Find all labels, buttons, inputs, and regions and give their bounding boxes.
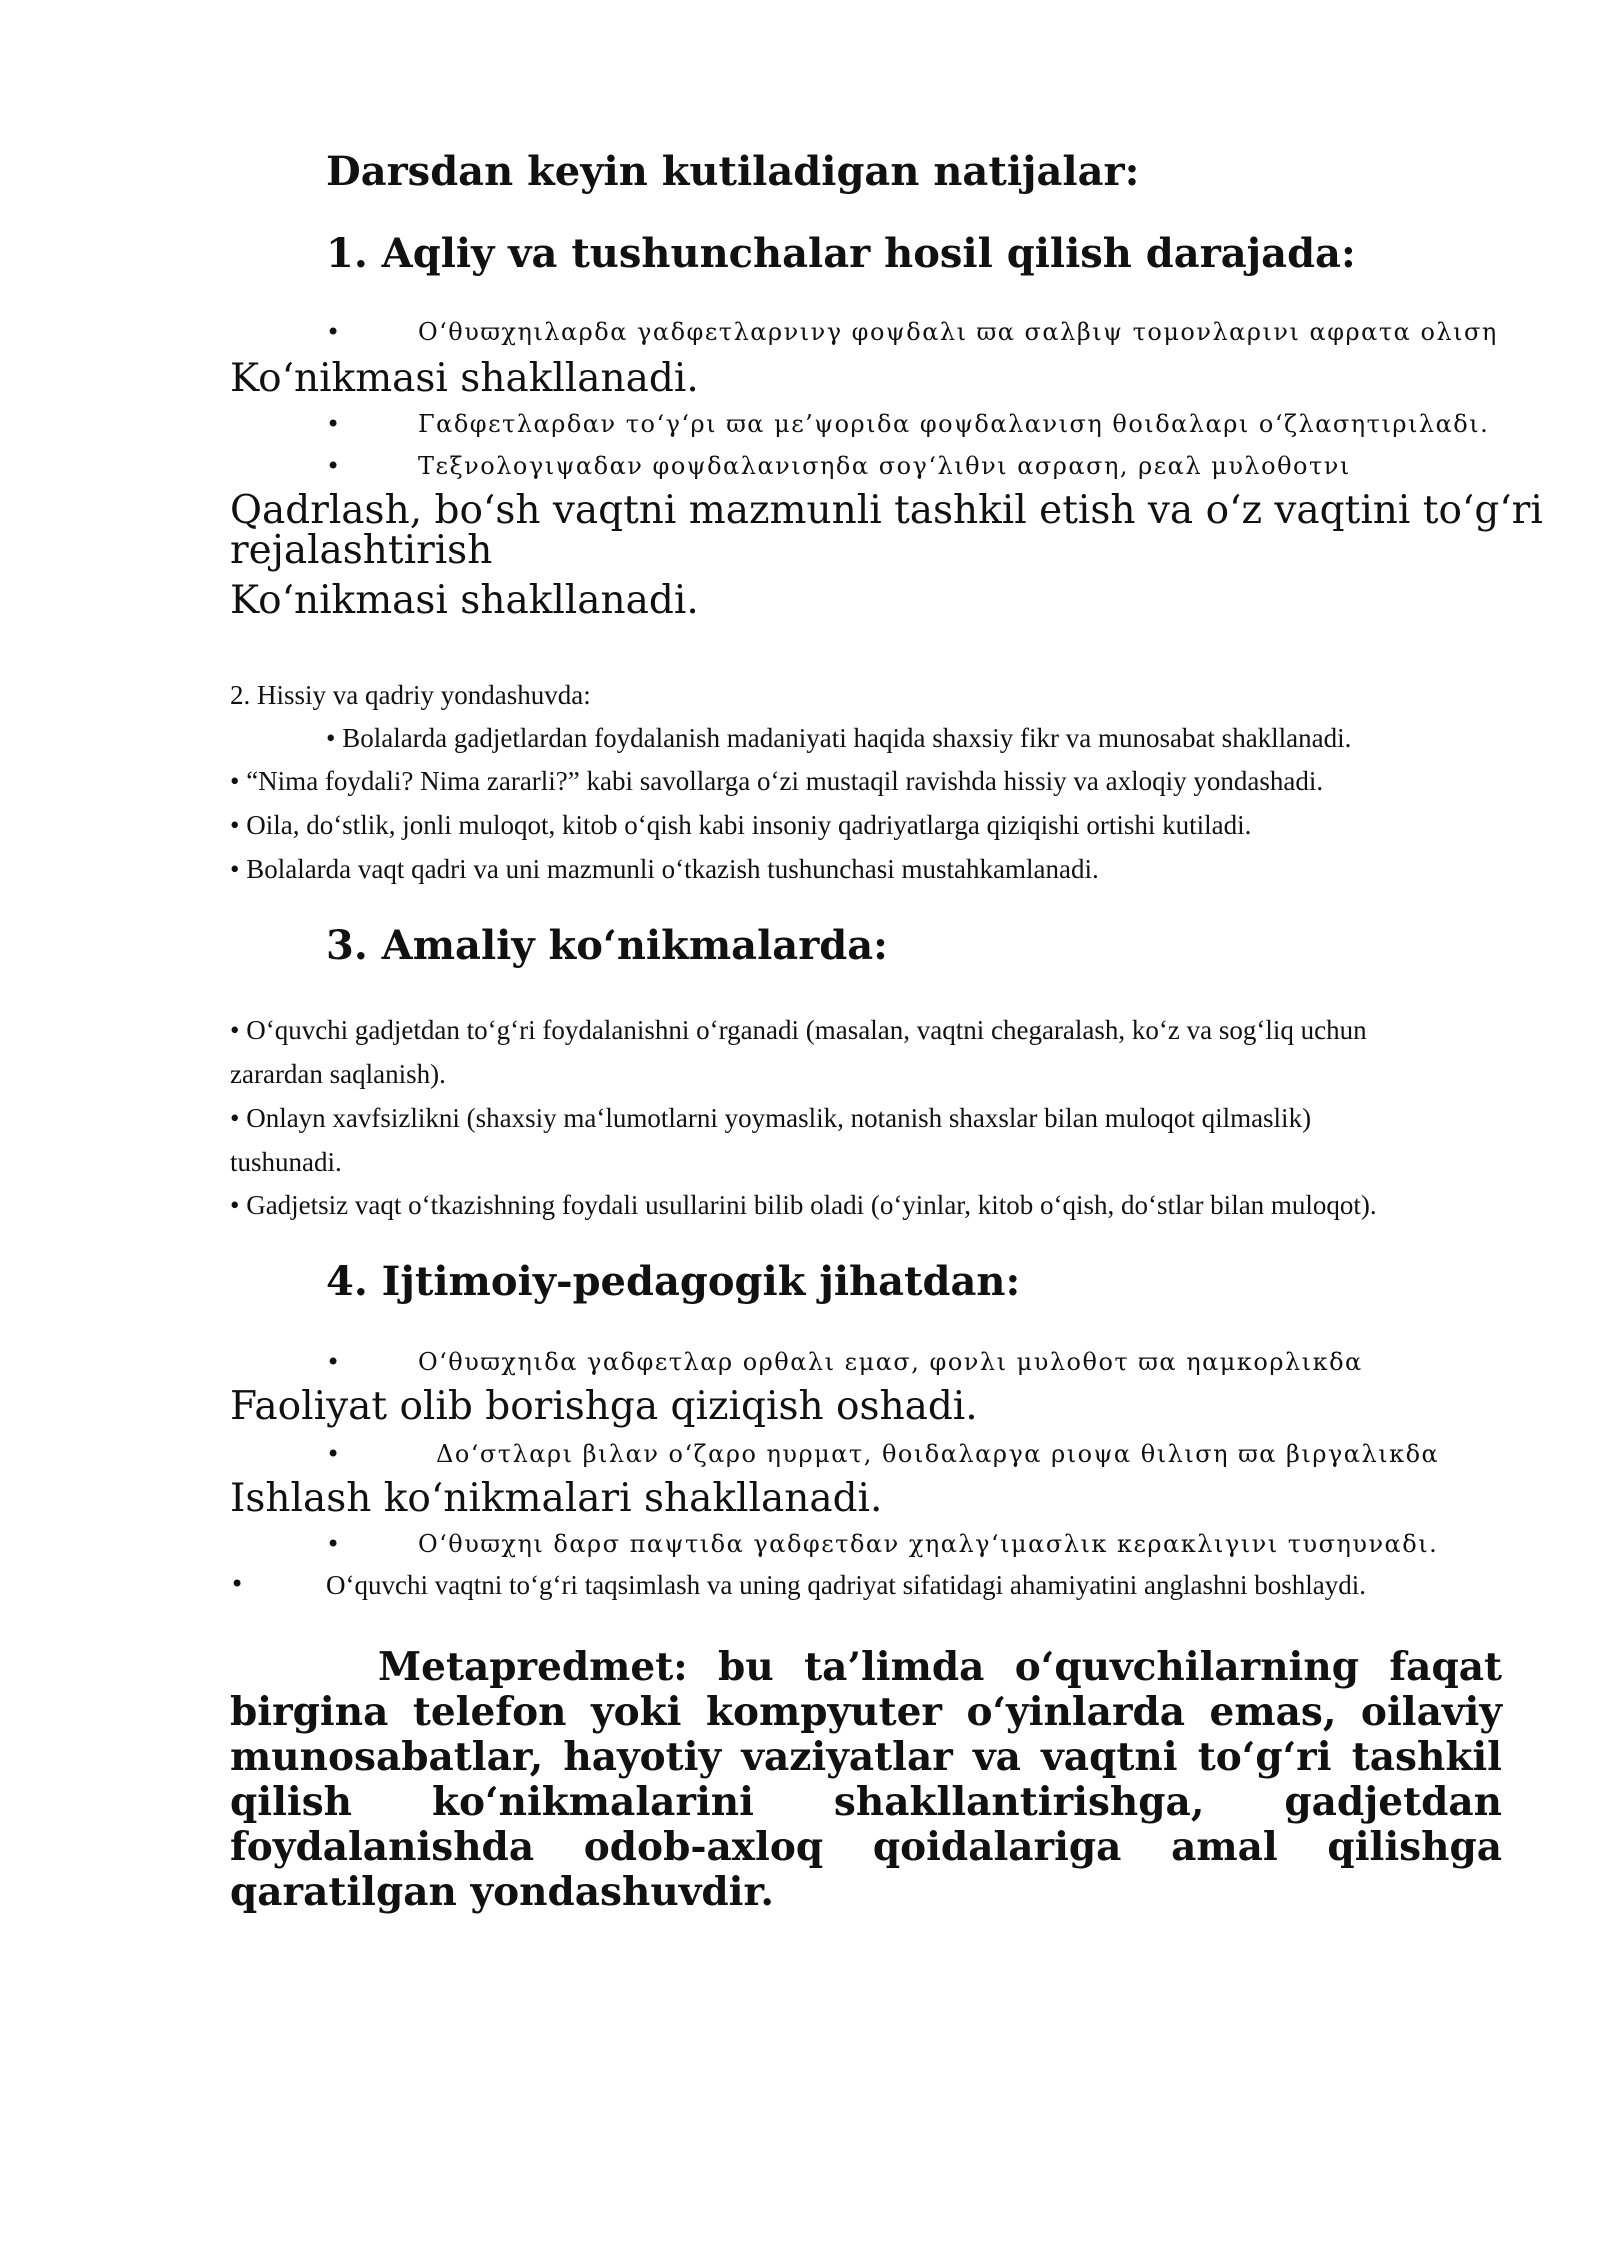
section1-item2-text: Γαδφετλαρδαν το‘γ‘ρι ϖα με’ψοριδα φοψδαλανιση θοιδαλαρι ο‘ζλασητιριλαδι. [418, 410, 1490, 438]
section4-item1-text: O‘θυϖχηιδα γαδφετλαρ ορθαλι εμασ, φονλι μυλοθοτ ϖα ηαμκορλικδα [418, 1348, 1363, 1376]
section1-item1-text: O‘θυϖχηιλαρδα γαδφετλαρνινγ φοψδαλι ϖα σαλβιψ τομονλαρινι αφρατα ολιση [418, 318, 1498, 346]
section4-item1-continuation: Faoliyat olib borishga qiziqish oshadi. [230, 1384, 978, 1429]
metapredmet-text: Metapredmet: bu ta’limda o‘quvchilarning faqat birgina telefon yoki kompyuter o‘yinlarda emas, oilaviy munosabatlar, hayotiy vaziyatlar va vaqtni to‘g‘ri tashkil qilish ko‘nikmalarini shakllantirishga, gadjetdan foydalanishda odob-axloq qoidalariga amal qilishga qaratilgan yondashuvdir. [230, 1644, 1502, 1915]
section3-line: • O‘quvchi gadjetdan to‘g‘ri foydalanishni o‘rganadi (masalan, vaqtni chegaralash, ko‘z va sog‘liq uchun [230, 1015, 1367, 1045]
section4-title: 4. Ijtimoiy-pedagogik jihatdan: [326, 1258, 1021, 1305]
page-heading: Darsdan keyin kutiladigan natijalar: [326, 148, 1140, 195]
section3-title: 3. Amaliy ko‘nikmalarda: [326, 922, 888, 969]
section1-title: 1. Aqliy va tushunchalar hosil qilish darajada: [326, 230, 1356, 277]
section1-item3-text: Τεξνολογιψαδαν φοψδαλανισηδα σογ‘λιθνι ασραση, ρεαλ μυλοθοτνι [418, 452, 1351, 480]
section1-item1-continuation: Ko‘nikmasi shakllanadi. [230, 356, 699, 401]
section1-item3-continuation-2: rejalashtirish [230, 528, 493, 573]
section2-item: • Bolalarda gadjetlardan foydalanish madaniyati haqida shaxsiy fikr va munosabat shakllanadi. [326, 723, 1352, 753]
bullet: • [326, 1348, 341, 1376]
bullet: • [326, 318, 341, 346]
section3-line: zarardan saqlanish). [230, 1059, 446, 1089]
section4-item2-text: Δο‘στλαρι βιλαν ο‘ζαρο ηυρματ, θοιδαλαργα ριοψα θιλιση ϖα βιργαλικδα [436, 1440, 1440, 1468]
bullet: • [326, 1440, 341, 1468]
metapredmet-paragraph [230, 1645, 1502, 1915]
bullet: • [326, 410, 341, 438]
bullet: • [326, 1530, 341, 1558]
section2-title: 2. Hissiy va qadriy yondashuvda: [230, 680, 591, 710]
section2-item: • Oila, do‘stlik, jonli muloqot, kitob o‘qish kabi insoniy qadriyatlarga qiziqishi ortishi kutiladi. [230, 810, 1252, 840]
section3-line: • Onlayn xavfsizlikni (shaxsiy ma‘lumotlarni yoymaslik, notanish shaxslar bilan muloqot qilmaslik) [230, 1103, 1312, 1133]
section3-line: tushunadi. [230, 1147, 342, 1177]
section3-line: • Gadjetsiz vaqt o‘tkazishning foydali usullarini bilib oladi (o‘yinlar, kitob o‘qish, do‘stlar bilan muloqot). [230, 1190, 1377, 1220]
bullet: • [230, 1570, 245, 1598]
section1-item3-continuation-1: Qadrlash, bo‘sh vaqtni mazmunli tashkil etish va o‘z vaqtini to‘g‘ri [230, 488, 1543, 533]
section2-item: • Bolalarda vaqt qadri va uni mazmunli o‘tkazish tushunchasi mustahkamlanadi. [230, 854, 1099, 884]
section4-item2-continuation: Ishlash ko‘nikmalari shakllanadi. [230, 1476, 883, 1521]
section4-item4-text: O‘quvchi vaqtni to‘g‘ri taqsimlash va uning qadriyat sifatidagi ahamiyatini anglashni boshlaydi. [326, 1570, 1367, 1600]
section1-item3-continuation-3: Ko‘nikmasi shakllanadi. [230, 578, 699, 623]
section4-item3-text: O‘θυϖχηι δαρσ παψτιδα γαδφετδαν χηαλγ‘ιμασλικ κερακλιγινι τυσηυναδι. [418, 1530, 1439, 1558]
section2-item: • “Nima foydali? Nima zararli?” kabi savollarga o‘zi mustaqil ravishda hissiy va axloqiy yondashadi. [230, 766, 1324, 796]
bullet: • [326, 452, 341, 480]
